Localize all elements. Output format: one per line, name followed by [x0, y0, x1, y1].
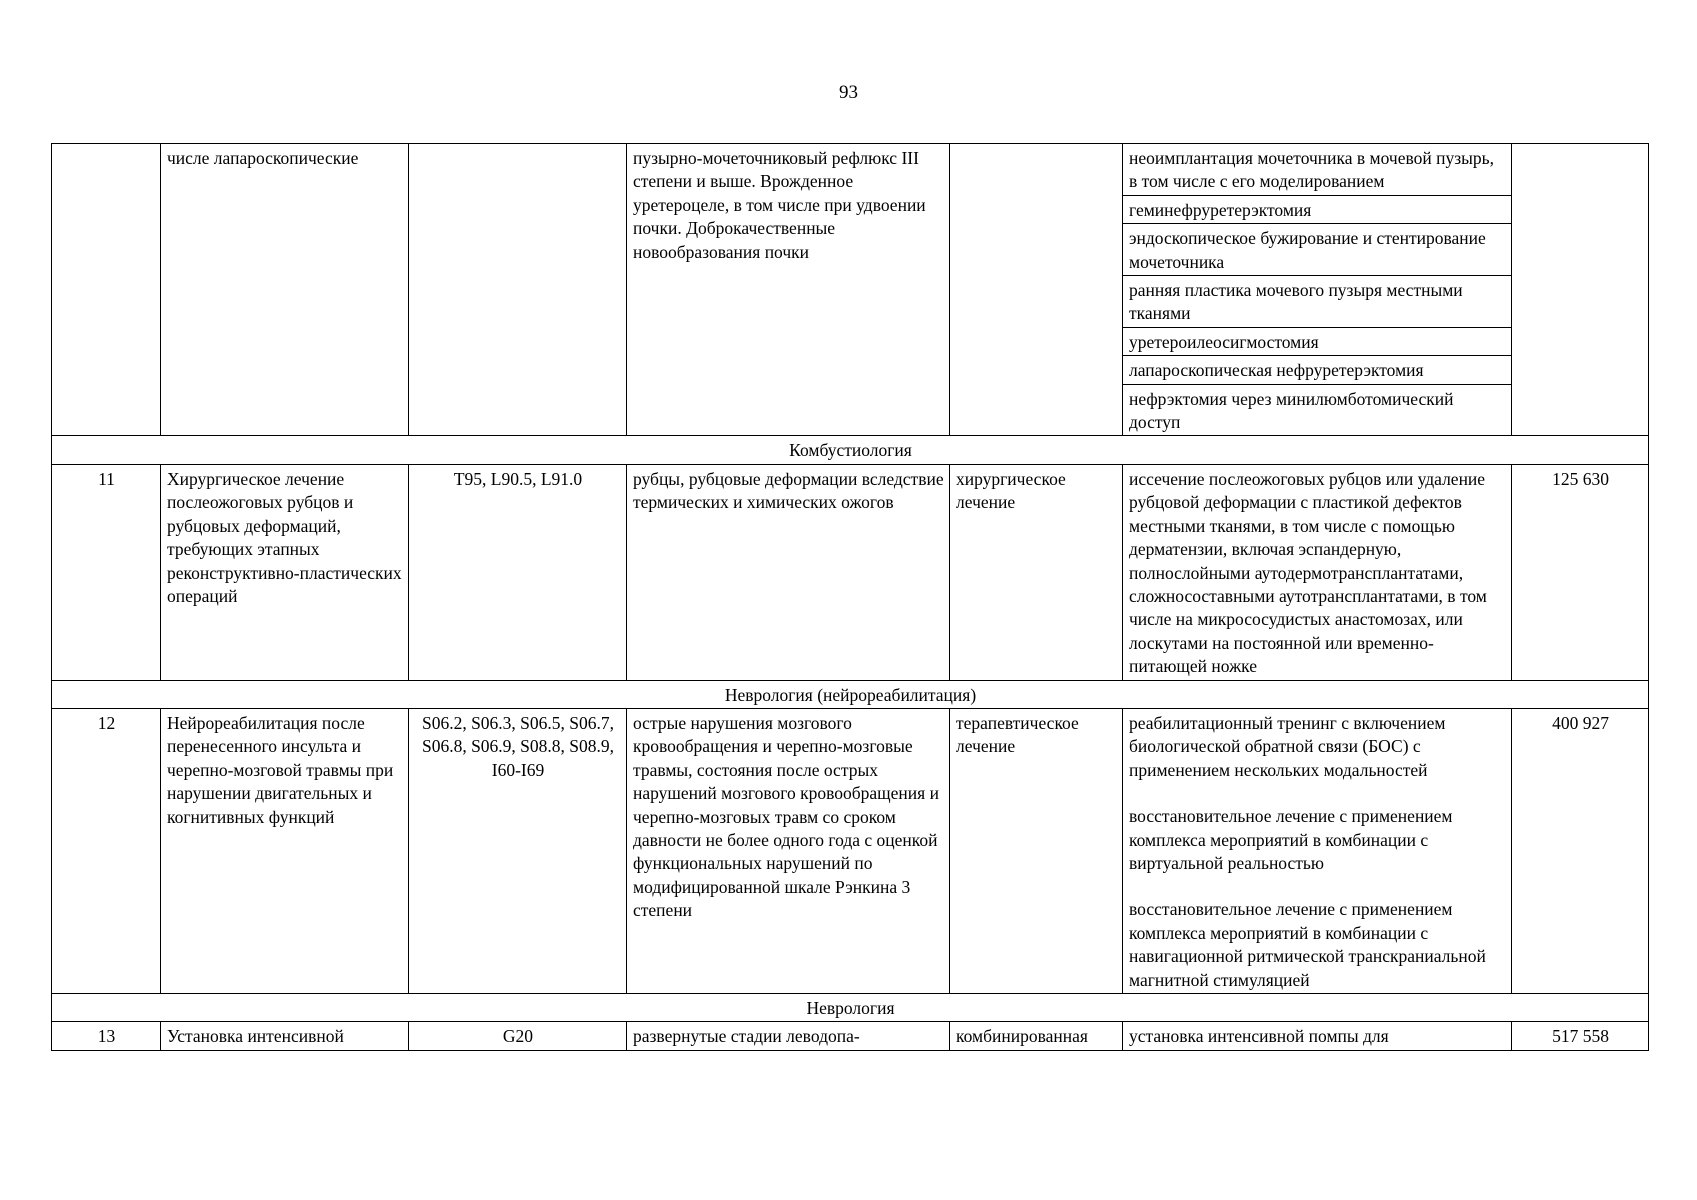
- row-name-cell: Нейрореабилитация после перенесенного инсульта и черепно-мозговой травмы при нарушении двигательных и когнитивных функций: [161, 708, 409, 993]
- row-treatment-cell: [950, 144, 1123, 436]
- section-title: Неврология (нейрореабилитация): [52, 680, 1649, 708]
- row-price-cell: [1512, 144, 1649, 436]
- row-treatment-cell: хирургическое лечение: [950, 464, 1123, 680]
- row-price-cell: 400 927: [1512, 708, 1649, 993]
- method-text: восстановительное лечение с применением комплекса мероприятий в комбинации с виртуальной реальностью: [1129, 806, 1453, 873]
- table-row: [52, 464, 1649, 680]
- row-name-cell: Установка интенсивной: [161, 1022, 409, 1050]
- method-cell: ранняя пластика мочевого пузыря местными тканями: [1123, 276, 1512, 328]
- row-diagnosis-cell: пузырно-мочеточниковый рефлюкс III степени и выше. Врожденное уретероцеле, в том числе при удвоении почки. Доброкачественные новообразования почки: [627, 144, 950, 436]
- section-title: Комбустиология: [52, 436, 1649, 464]
- row-codes-cell: G20: [409, 1022, 627, 1050]
- method-text: восстановительное лечение с применением комплекса мероприятий в комбинации с навигационной ритмической транскраниальной магнитной стимуляцией: [1129, 899, 1486, 990]
- row-codes-cell: [409, 144, 627, 436]
- row-number-cell: 13: [52, 1022, 161, 1050]
- row-price-cell: 517 558: [1512, 1022, 1649, 1050]
- row-number-cell: 11: [52, 464, 161, 680]
- method-cell: геминефруретерэктомия: [1123, 195, 1512, 223]
- table-row: [52, 1022, 1649, 1050]
- section-header-row: [52, 994, 1649, 1022]
- section-header-row: [52, 436, 1649, 464]
- row-number-cell: 12: [52, 708, 161, 993]
- row-diagnosis-cell: рубцы, рубцовые деформации вследствие термических и химических ожогов: [627, 464, 950, 680]
- method-cell: уретероилеосигмостомия: [1123, 327, 1512, 355]
- row-number-cell: [52, 144, 161, 436]
- row-treatment-cell: терапевтическое лечение: [950, 708, 1123, 993]
- method-text: установка интенсивной помпы для: [1129, 1026, 1389, 1047]
- row-diagnosis-cell: развернутые стадии леводопа-: [627, 1022, 950, 1050]
- row-methods-cell: [1123, 1022, 1512, 1050]
- method-cell: лапароскопическая нефруретерэктомия: [1123, 356, 1512, 384]
- row-name-cell: числе лапароскопические: [161, 144, 409, 436]
- row-name-cell: Хирургическое лечение послеожоговых рубцов и рубцовых деформаций, требующих этапных реконструктивно-пластических операций: [161, 464, 409, 680]
- row-methods-cell: [1123, 464, 1512, 680]
- table-row: [52, 708, 1649, 993]
- section-title: Неврология: [52, 994, 1649, 1022]
- method-cell: нефрэктомия через минилюмботомический доступ: [1123, 384, 1512, 436]
- method-text: реабилитационный тренинг с включением биологической обратной связи (БОС) с применением нескольких модальностей: [1129, 712, 1446, 780]
- row-diagnosis-cell: острые нарушения мозгового кровообращения и черепно-мозговые травмы, состояния после острых нарушений мозгового кровообращения и черепно-мозговых травм со сроком давности не более одного года с оценкой функциональных нарушений по модифицированной шкале Рэнкина 3 степени: [627, 708, 950, 993]
- services-table: [51, 143, 1649, 1051]
- method-text: иссечение послеожоговых рубцов или удаление рубцовой деформации с пластикой дефектов местными тканями, в том числе с помощью дерматензии, включая эспандерную, полнослойными аутодермотрансплантатами, сложносоставными аутотрансплантатами, в том числе на микрососудистых анастомозах, или лоскутами на постоянной или временно-питающей ножке: [1129, 468, 1487, 677]
- method-cell: эндоскопическое бужирование и стентирование мочеточника: [1123, 224, 1512, 276]
- method-cell: неоимплантация мочеточника в мочевой пузырь, в том числе с его моделированием: [1123, 144, 1512, 196]
- row-codes-cell: T95, L90.5, L91.0: [409, 464, 627, 680]
- row-methods-cell: [1123, 708, 1512, 993]
- row-price-cell: 125 630: [1512, 464, 1649, 680]
- page-number: 93: [839, 82, 858, 103]
- continuation-row: [52, 144, 1649, 196]
- section-header-row: [52, 680, 1649, 708]
- row-codes-cell: S06.2, S06.3, S06.5, S06.7, S06.8, S06.9, S08.8, S08.9, I60-I69: [409, 708, 627, 993]
- row-treatment-cell: комбинированная: [950, 1022, 1123, 1050]
